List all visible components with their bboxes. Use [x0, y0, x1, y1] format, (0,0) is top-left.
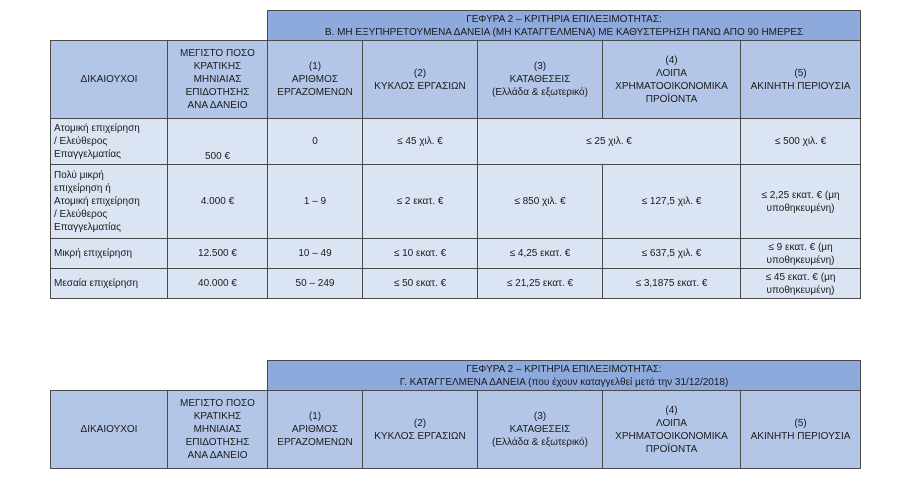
max-amount-cell: 40.000 €: [168, 269, 268, 299]
header-turnover: (2) ΚΥΚΛΟΣ ΕΡΓΑΣΙΩΝ: [363, 41, 478, 119]
turnover-cell: ≤ 10 εκατ. €: [363, 239, 478, 269]
max-amount-cell: 4.000 €: [168, 165, 268, 239]
table-row: [51, 269, 861, 299]
financial-cell: ≤ 127,5 χιλ. €: [603, 165, 741, 239]
banner-title: ΓΕΦΥΡΑ 2 – ΚΡΙΤΗΡΙΑ ΕΠΙΛΕΞΙΜΟΤΗΤΑΣ:: [466, 13, 662, 25]
deposits-cell: ≤ 4,25 εκατ. €: [478, 239, 603, 269]
deposits-cell: ≤ 21,25 εκατ. €: [478, 269, 603, 299]
row-label: Πολύ μικρή επιχείρηση ή Ατομική επιχείρηση / Ελεύθερος Επαγγελματίας: [51, 165, 168, 239]
header-financial-products: (4) ΛΟΙΠΑ ΧΡΗΜΑΤΟΟΙΚΟΝΟΜΙΚΑ ΠΡΟΪΟΝΤΑ: [603, 391, 741, 469]
turnover-cell: ≤ 45 χιλ. €: [363, 119, 478, 165]
financial-cell: ≤ 3,1875 εκατ. €: [603, 269, 741, 299]
header-turnover: (2) ΚΥΚΛΟΣ ΕΡΓΑΣΙΩΝ: [363, 391, 478, 469]
header-beneficiaries: ΔΙΚΑΙΟΥΧΟΙ: [51, 41, 168, 119]
header-deposits: (3) ΚΑΤΑΘΕΣΕΙΣ (Ελλάδα & εξωτερικό): [478, 391, 603, 469]
deposits-financial-cell: ≤ 25 χιλ. €: [478, 119, 741, 165]
table-row: [51, 239, 861, 269]
eligibility-table-b: [50, 10, 861, 299]
header-max-amount: ΜΕΓΙΣΤΟ ΠΟΣΟ ΚΡΑΤΙΚΗΣ ΜΗΝΙΑΙΑΣ ΕΠΙΔΟΤΗΣΗΣ ΑΝΑ ΔΑΝΕΙΟ: [168, 391, 268, 469]
max-amount-cell: 12.500 €: [168, 239, 268, 269]
header-real-estate: (5) ΑΚΙΝΗΤΗ ΠΕΡΙΟΥΣΙΑ: [741, 41, 861, 119]
eligibility-table-c: [50, 360, 861, 469]
table-banner: [268, 11, 861, 41]
header-financial-products: (4) ΛΟΙΠΑ ΧΡΗΜΑΤΟΟΙΚΟΝΟΜΙΚΑ ΠΡΟΪΟΝΤΑ: [603, 41, 741, 119]
header-deposits: (3) ΚΑΤΑΘΕΣΕΙΣ (Ελλάδα & εξωτερικό): [478, 41, 603, 119]
header-employees: (1) ΑΡΙΘΜΟΣ ΕΡΓΑΖΟΜΕΝΩΝ: [268, 41, 363, 119]
employees-cell: 10 – 49: [268, 239, 363, 269]
banner-subtitle: Β. ΜΗ ΕΞΥΠΗΡΕΤΟΥΜΕΝΑ ΔΑΝΕΙΑ (ΜΗ ΚΑΤΑΓΓΕΛΜΕΝΑ) ΜΕ ΚΑΘΥΣΤΕΡΗΣΗ ΠΑΝΩ ΑΠΟ 90 ΗΜΕΡΕΣ: [324, 26, 804, 38]
banner-subtitle: Γ. ΚΑΤΑΓΓΕΛΜΕΝΑ ΔΑΝΕΙΑ (που έχουν καταγγελθεί μετά την 31/12/2018): [399, 376, 729, 388]
row-label: Μικρή επιχείρηση: [51, 239, 168, 269]
employees-cell: 50 – 249: [268, 269, 363, 299]
employees-cell: 1 – 9: [268, 165, 363, 239]
header-max-amount: ΜΕΓΙΣΤΟ ΠΟΣΟ ΚΡΑΤΙΚΗΣ ΜΗΝΙΑΙΑΣ ΕΠΙΔΟΤΗΣΗΣ ΑΝΑ ΔΑΝΕΙΟ: [168, 41, 268, 119]
table-row: [51, 119, 861, 165]
row-label: Ατομική επιχείρηση / Ελεύθερος Επαγγελματίας: [51, 119, 168, 165]
real-estate-cell: ≤ 45 εκατ. € (μη υποθηκευμένη): [741, 269, 861, 299]
header-employees: (1) ΑΡΙΘΜΟΣ ΕΡΓΑΖΟΜΕΝΩΝ: [268, 391, 363, 469]
header-real-estate: (5) ΑΚΙΝΗΤΗ ΠΕΡΙΟΥΣΙΑ: [741, 391, 861, 469]
max-amount-cell: 500 €: [168, 119, 268, 165]
financial-cell: ≤ 637,5 χιλ. €: [603, 239, 741, 269]
employees-cell: 0: [268, 119, 363, 165]
banner-title: ΓΕΦΥΡΑ 2 – ΚΡΙΤΗΡΙΑ ΕΠΙΛΕΞΙΜΟΤΗΤΑΣ:: [466, 363, 662, 375]
real-estate-cell: ≤ 2,25 εκατ. € (μη υποθηκευμένη): [741, 165, 861, 239]
table-banner: [268, 361, 861, 391]
turnover-cell: ≤ 2 εκατ. €: [363, 165, 478, 239]
deposits-cell: ≤ 850 χιλ. €: [478, 165, 603, 239]
row-label: Μεσαία επιχείρηση: [51, 269, 168, 299]
turnover-cell: ≤ 50 εκατ. €: [363, 269, 478, 299]
real-estate-cell: ≤ 500 χιλ. €: [741, 119, 861, 165]
table-row: [51, 165, 861, 239]
header-beneficiaries: ΔΙΚΑΙΟΥΧΟΙ: [51, 391, 168, 469]
real-estate-cell: ≤ 9 εκατ. € (μη υποθηκευμένη): [741, 239, 861, 269]
